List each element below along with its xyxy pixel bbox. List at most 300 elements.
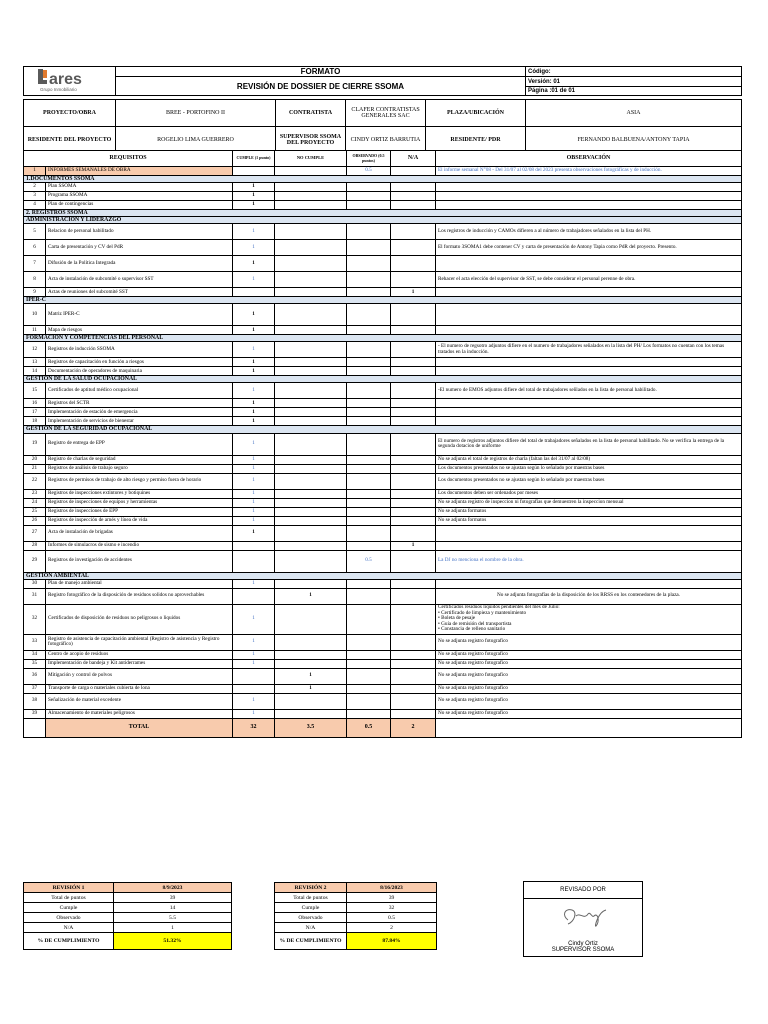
row-na — [391, 525, 436, 541]
row-cumple: 1 — [233, 659, 275, 668]
row-observado — [347, 417, 391, 426]
row-requirement: Registros de inspecciones de equipos y herramientas — [46, 498, 233, 507]
row-observation: Los documentos deben ser ordenados por meses — [436, 489, 742, 498]
row-observation: - El numero de regsotro adjuntos difiere en el numero de trabajadores señalados en la lista del PH/ Los formatos no cuentan con los temas tratados en la inducción. — [436, 342, 742, 358]
row-no-cumple — [275, 383, 347, 399]
row-requirement: Registros de inducción SSOMA — [46, 342, 233, 358]
row-observation: No se adjunta fotografías de la disposición de los RRSS en los contenedores de la plaza. — [436, 588, 742, 604]
row-number: 27 — [24, 525, 46, 541]
version-label: Versión: 01 — [526, 77, 742, 87]
row-observado — [347, 240, 391, 256]
row-observado — [347, 684, 391, 693]
row-na — [391, 367, 436, 376]
table-row — [24, 201, 742, 210]
row-observado — [347, 507, 391, 516]
row-observado — [347, 201, 391, 210]
row-no-cumple — [275, 183, 347, 192]
table-row — [24, 464, 742, 473]
rev2-obs-label: Observado — [275, 913, 347, 923]
row-na — [391, 304, 436, 326]
table-row — [24, 304, 742, 326]
row-observation: El formato 3SOMA1 debe contener CV y carta de presentación de Antony Tapia como PdR del proyecto. Presento. — [436, 240, 742, 256]
row-observado — [347, 183, 391, 192]
table-row — [24, 417, 742, 426]
section-title: GESTION AMBIENTAL — [24, 572, 742, 579]
row-requirement: Acta de instalación de subcomité o supervisor SST — [46, 272, 233, 288]
proyecto-label: PROYECTO/OBRA — [24, 100, 116, 127]
row-na — [391, 183, 436, 192]
section-title: ADMINISTRACIÓN Y LIDERAZGO — [24, 217, 742, 224]
row-observation — [436, 579, 742, 588]
totals-observado: 0.5 — [347, 718, 391, 737]
row-no-cumple — [275, 358, 347, 367]
revisado-por-box — [523, 881, 643, 957]
rev1-obs: 5.5 — [114, 913, 232, 923]
row-na — [391, 192, 436, 201]
requirements-table — [23, 150, 742, 738]
row-observation: No se adjunta registro fotografico — [436, 659, 742, 668]
table-header-row — [24, 151, 742, 167]
row-na — [391, 224, 436, 240]
section-row — [24, 217, 742, 224]
table-row — [24, 507, 742, 516]
row-observation: La DJ no menciona el nombre de la obra. — [436, 550, 742, 572]
rev1-pct-label: % DE CUMPLIMIENTO — [24, 933, 114, 950]
row-observation — [436, 183, 742, 192]
table-row — [24, 256, 742, 272]
rev2-cumple-label: Cumple — [275, 903, 347, 913]
row-na — [391, 358, 436, 367]
contratista-value: CLAFER CONTRATISTAS GENERALES SAC — [346, 100, 426, 127]
table-row — [24, 183, 742, 192]
col-observacion: OBSERVACIÓN — [436, 151, 742, 167]
row-observado — [347, 650, 391, 659]
totals-blank — [436, 718, 742, 737]
revisado-title: REVISADO POR — [524, 882, 642, 899]
row-no-cumple — [275, 507, 347, 516]
residente-value: ROGELIO LIMA GUERRERO — [116, 127, 276, 154]
row-observado — [347, 272, 391, 288]
row-observation — [436, 304, 742, 326]
rev2-total: 39 — [347, 893, 437, 903]
row-observation: Los documentos presentados no se ajustan según lo señalado por maestras bases — [436, 473, 742, 489]
table-row — [24, 473, 742, 489]
row-observation: No se adjunta registro fotografico — [436, 668, 742, 684]
row-number: 22 — [24, 473, 46, 489]
totals-no-cumple: 3.5 — [275, 718, 347, 737]
row-no-cumple — [275, 240, 347, 256]
row-number: 6 — [24, 240, 46, 256]
row-no-cumple — [275, 399, 347, 408]
row-no-cumple — [275, 272, 347, 288]
row-observado — [347, 383, 391, 399]
row-number: 36 — [24, 668, 46, 684]
row-observado — [347, 579, 391, 588]
col-observado: OBSERVADO (0.5 puntos) — [347, 151, 391, 167]
rev1-na-label: N/A — [24, 923, 114, 933]
row-requirement: Registros de inspección de arnés y línea de vida — [46, 516, 233, 525]
row-observation — [436, 408, 742, 417]
pdr-label: RESIDENTE/ PDR — [426, 127, 526, 154]
table-row — [24, 693, 742, 709]
row-requirement: Registros de inspecciones extintores y botiquines — [46, 489, 233, 498]
row-no-cumple — [275, 604, 347, 634]
row-observation — [436, 192, 742, 201]
row-cumple: 1 — [233, 650, 275, 659]
row-observado — [347, 588, 391, 604]
row-number: 12 — [24, 342, 46, 358]
svg-text:ares: ares — [48, 71, 82, 88]
row-no-cumple: 1 — [275, 588, 347, 604]
rev1-pct: 51.32% — [114, 933, 232, 950]
row-observation — [436, 201, 742, 210]
row-requirement: Certificados de aptitud médico ocupacional — [46, 383, 233, 399]
row-observation: No se adjunta registro de inspeccion ni fotografías que demuestren la inspeccion mensual — [436, 498, 742, 507]
row-no-cumple — [275, 433, 347, 455]
section-row — [24, 335, 742, 342]
row-requirement: Mitigación y control de polvos — [46, 668, 233, 684]
row-cumple: 1 — [233, 455, 275, 464]
row-observado — [347, 367, 391, 376]
project-info-table — [23, 99, 742, 154]
table-row — [24, 433, 742, 455]
supervisor-value: CINDY ORTIZ BARRUTIA — [346, 127, 426, 154]
row-na — [391, 507, 436, 516]
row-observation — [436, 399, 742, 408]
row-observation: No se adjunta registro fotografico — [436, 650, 742, 659]
section-row — [24, 376, 742, 383]
row-no-cumple — [275, 167, 347, 176]
row-cumple — [233, 167, 275, 176]
row-cumple — [233, 288, 275, 297]
row-observado — [347, 604, 391, 634]
codigo-label: Código: — [526, 67, 742, 77]
row-number: 1 — [24, 167, 46, 176]
row-observado — [347, 192, 391, 201]
rev2-obs: 0.5 — [347, 913, 437, 923]
row-observation — [436, 256, 742, 272]
row-no-cumple — [275, 693, 347, 709]
row-observation: El numero de registros adjuntos difiere del total de trabajadores señalados en la lista de personal habilitado. No se verifica la entrega de la segunda dotacion de uniforme — [436, 433, 742, 455]
row-number: 37 — [24, 684, 46, 693]
plaza-value: ASIA — [526, 100, 742, 127]
table-row — [24, 489, 742, 498]
table-row — [24, 367, 742, 376]
row-requirement: INFORMES SEMANALES DE OBRA — [46, 167, 233, 176]
row-na: 1 — [391, 288, 436, 297]
supervisor-label: SUPERVISOR SSOMA DEL PROYECTO — [276, 127, 346, 154]
revision-2-table — [274, 882, 437, 950]
row-na — [391, 383, 436, 399]
row-cumple: 1 — [233, 693, 275, 709]
row-cumple: 1 — [233, 408, 275, 417]
row-number: 32 — [24, 604, 46, 634]
row-na — [391, 709, 436, 718]
table-row — [24, 224, 742, 240]
row-na — [391, 489, 436, 498]
row-observado — [347, 473, 391, 489]
row-cumple: 1 — [233, 326, 275, 335]
row-na: 1 — [391, 541, 436, 550]
row-observado — [347, 358, 391, 367]
row-observado — [347, 498, 391, 507]
row-no-cumple — [275, 659, 347, 668]
row-number: 33 — [24, 634, 46, 650]
row-no-cumple — [275, 550, 347, 572]
row-number: 10 — [24, 304, 46, 326]
row-no-cumple — [275, 417, 347, 426]
header-table — [23, 66, 742, 96]
row-requirement: Almacenamiento de materiales peligrosos — [46, 709, 233, 718]
row-na — [391, 693, 436, 709]
row-cumple: 1 — [233, 358, 275, 367]
formato-label: FORMATO — [116, 67, 526, 77]
section-title: GESTION DE LA SALUD OCUPACIONAL — [24, 376, 742, 383]
table-row — [24, 650, 742, 659]
totals-cumple: 32 — [233, 718, 275, 737]
row-observation: Los documentos presentados no se ajustan según lo señalado por maestras bases — [436, 464, 742, 473]
row-no-cumple — [275, 367, 347, 376]
row-no-cumple: 1 — [275, 668, 347, 684]
row-observado — [347, 455, 391, 464]
rev2-pct-label: % DE CUMPLIMIENTO — [275, 933, 347, 950]
row-cumple: 1 — [233, 473, 275, 489]
row-requirement: Registros de capacitación en función a riesgos — [46, 358, 233, 367]
row-number: 38 — [24, 693, 46, 709]
row-observado — [347, 433, 391, 455]
row-number: 28 — [24, 541, 46, 550]
row-observation — [436, 541, 742, 550]
revisado-signer — [524, 941, 642, 954]
lares-logo-icon — [30, 67, 110, 93]
row-no-cumple — [275, 489, 347, 498]
row-no-cumple — [275, 709, 347, 718]
row-cumple: 1 — [233, 192, 275, 201]
row-cumple: 1 — [233, 201, 275, 210]
row-observation — [436, 326, 742, 335]
row-requirement: Transporte de carga o materiales cubierta de lona — [46, 684, 233, 693]
row-observation: -El numero de EMOS adjuntos difiere del total de trabajadores señlados en la lista de personal habilitado. — [436, 383, 742, 399]
row-no-cumple — [275, 498, 347, 507]
table-row — [24, 659, 742, 668]
row-requirement: Registros del SCTR — [46, 399, 233, 408]
row-number: 11 — [24, 326, 46, 335]
row-observado: 0.5 — [347, 167, 391, 176]
row-cumple: 1 — [233, 256, 275, 272]
residente-label: RESIDENTE DEL PROYECTO — [24, 127, 116, 154]
row-cumple: 1 — [233, 489, 275, 498]
rev2-na-label: N/A — [275, 923, 347, 933]
row-requirement: Actas de reuniones del subcomité SST — [46, 288, 233, 297]
row-number: 30 — [24, 579, 46, 588]
table-row — [24, 192, 742, 201]
row-na — [391, 473, 436, 489]
row-cumple: 1 — [233, 417, 275, 426]
row-number: 39 — [24, 709, 46, 718]
row-requirement: Centro de acopio de residuos — [46, 650, 233, 659]
row-observado — [347, 304, 391, 326]
row-observado — [347, 525, 391, 541]
row-observado: 0.5 — [347, 550, 391, 572]
row-cumple: 1 — [233, 272, 275, 288]
row-na — [391, 684, 436, 693]
row-requirement: Carta de presentación y CV del PdR — [46, 240, 233, 256]
row-na — [391, 399, 436, 408]
row-number: 8 — [24, 272, 46, 288]
row-observado — [347, 256, 391, 272]
row-cumple: 1 — [233, 433, 275, 455]
row-no-cumple — [275, 455, 347, 464]
table-row — [24, 668, 742, 684]
pagina-label: Página :01 de 01 — [526, 87, 742, 96]
row-requirement: Registro fotográfico de la disposición de residuos solidos no aprovechables — [46, 588, 233, 604]
row-cumple — [233, 550, 275, 572]
table-row — [24, 634, 742, 650]
row-cumple: 1 — [233, 367, 275, 376]
row-cumple — [233, 684, 275, 693]
row-requirement: Registro de charlas de seguridad — [46, 455, 233, 464]
revisado-name: Cindy Ortiz — [568, 940, 598, 947]
row-requirement: Registros de permisos de trabajo de alto riesgo y permiso fuera de horario — [46, 473, 233, 489]
row-requirement: Registros de investigación de accidentes — [46, 550, 233, 572]
plaza-label: PLAZA/UBICACIÓN — [426, 100, 526, 127]
row-requirement: Programa SSOMA — [46, 192, 233, 201]
table-row — [24, 516, 742, 525]
col-cumple: CUMPLE (1 punto) — [233, 151, 275, 167]
rev1-na: 1 — [114, 923, 232, 933]
row-na — [391, 455, 436, 464]
row-observation: El informe semanal N°08 - Del 31/07 al 02/08 del 2023 presenta observaciones fotográficas y de inducción. — [436, 167, 742, 176]
row-number: 19 — [24, 433, 46, 455]
row-observation: No se adjunta el total de registros de charla (faltan las del 31/07 al 02/08) — [436, 455, 742, 464]
rev2-cumple: 32 — [347, 903, 437, 913]
row-na — [391, 659, 436, 668]
rev2-date: 8/16/2023 — [347, 883, 437, 893]
rev1-cumple-label: Cumple — [24, 903, 114, 913]
row-number: 9 — [24, 288, 46, 297]
revision-1-table — [23, 882, 232, 950]
row-number: 15 — [24, 383, 46, 399]
row-observado — [347, 224, 391, 240]
table-row — [24, 342, 742, 358]
row-na — [391, 650, 436, 659]
row-observation: No se adjunta registro fotografico — [436, 709, 742, 718]
rev1-date: 8/9/2023 — [114, 883, 232, 893]
row-requirement: Registros de inspecciones de EPP — [46, 507, 233, 516]
row-observation: No se adjunta registro fotografico — [436, 634, 742, 650]
row-requirement: Difusión de la Política Integrada — [46, 256, 233, 272]
row-number: 35 — [24, 659, 46, 668]
row-observation — [436, 288, 742, 297]
row-na — [391, 256, 436, 272]
row-requirement: Plan de contingencias — [46, 201, 233, 210]
document-title: REVISIÓN DE DOSSIER DE CIERRE SSOMA — [116, 77, 526, 96]
row-observado — [347, 326, 391, 335]
table-row — [24, 579, 742, 588]
row-observado — [347, 342, 391, 358]
totals-spacer — [24, 718, 46, 737]
row-number: 24 — [24, 498, 46, 507]
table-row — [24, 455, 742, 464]
row-number: 13 — [24, 358, 46, 367]
row-na — [391, 167, 436, 176]
table-row — [24, 684, 742, 693]
row-cumple: 1 — [233, 240, 275, 256]
rev1-total-label: Total de puntos — [24, 893, 114, 903]
row-observation: No se adjunta formatos — [436, 507, 742, 516]
row-no-cumple — [275, 201, 347, 210]
row-na — [391, 588, 436, 604]
row-observado — [347, 489, 391, 498]
row-cumple: 1 — [233, 224, 275, 240]
row-cumple: 1 — [233, 304, 275, 326]
rev2-total-label: Total de puntos — [275, 893, 347, 903]
row-observado — [347, 693, 391, 709]
table-row — [24, 383, 742, 399]
row-cumple — [233, 668, 275, 684]
row-number: 7 — [24, 256, 46, 272]
row-requirement: Certificados de disposición de residuos no peligrosos o liquidos — [46, 604, 233, 634]
row-no-cumple — [275, 288, 347, 297]
row-number: 5 — [24, 224, 46, 240]
section-title: 2. REGISTROS SSOMA — [24, 210, 742, 217]
row-requirement: Registro de asistencia de capacitación ambiental (Registro de asistencia y Registro fotográfico) — [46, 634, 233, 650]
totals-label: TOTAL — [46, 718, 233, 737]
row-na — [391, 272, 436, 288]
revisado-role: SUPERVISOR SSOMA — [551, 947, 615, 954]
row-number: 3 — [24, 192, 46, 201]
rev1-obs-label: Observado — [24, 913, 114, 923]
row-no-cumple — [275, 192, 347, 201]
rev2-na: 2 — [347, 923, 437, 933]
row-number: 31 — [24, 588, 46, 604]
row-number: 23 — [24, 489, 46, 498]
table-row — [24, 525, 742, 541]
row-no-cumple — [275, 326, 347, 335]
row-no-cumple — [275, 473, 347, 489]
table-row — [24, 167, 742, 176]
row-cumple: 1 — [233, 498, 275, 507]
row-number: 21 — [24, 464, 46, 473]
table-row — [24, 550, 742, 572]
section-title: GESTION DE LA SEGURIDAD OCUPACIONAL — [24, 426, 742, 433]
row-number: 2 — [24, 183, 46, 192]
row-na — [391, 433, 436, 455]
row-number: 17 — [24, 408, 46, 417]
row-observation: Los registros de inducción y CAMOs difieren a al número de trabajadores señalados en la lista del PH. — [436, 224, 742, 240]
row-no-cumple — [275, 304, 347, 326]
row-cumple: 1 — [233, 383, 275, 399]
row-no-cumple — [275, 634, 347, 650]
row-observation — [436, 417, 742, 426]
row-number: 34 — [24, 650, 46, 659]
section-title: IPER-C — [24, 297, 742, 304]
row-requirement: Plan de manejo ambiental — [46, 579, 233, 588]
row-number: 4 — [24, 201, 46, 210]
col-na: N/A — [391, 151, 436, 167]
rev2-pct: 87.84% — [347, 933, 437, 950]
rev2-title: REVISIÓN 2 — [275, 883, 347, 893]
col-requisitos: REQUISITOS — [24, 151, 233, 167]
row-cumple: 1 — [233, 579, 275, 588]
row-observation: Certificados residuos liquidos pendientes del mes de Julio: • Certificado de limpieza y mantenimiento • Boleta de pesaje • Guía de remisión del transportista • Constancia de relleno sanitario — [436, 604, 742, 634]
row-observation — [436, 525, 742, 541]
row-observation: No se adjunta registro fotografico — [436, 693, 742, 709]
section-row — [24, 176, 742, 183]
svg-text:Grupo Inmobiliario: Grupo Inmobiliario — [39, 87, 77, 92]
row-cumple: 1 — [233, 516, 275, 525]
row-observation: Rehacer el acta elección del supervisor de SST, se debe considerar el personal perenne de obra. — [436, 272, 742, 288]
